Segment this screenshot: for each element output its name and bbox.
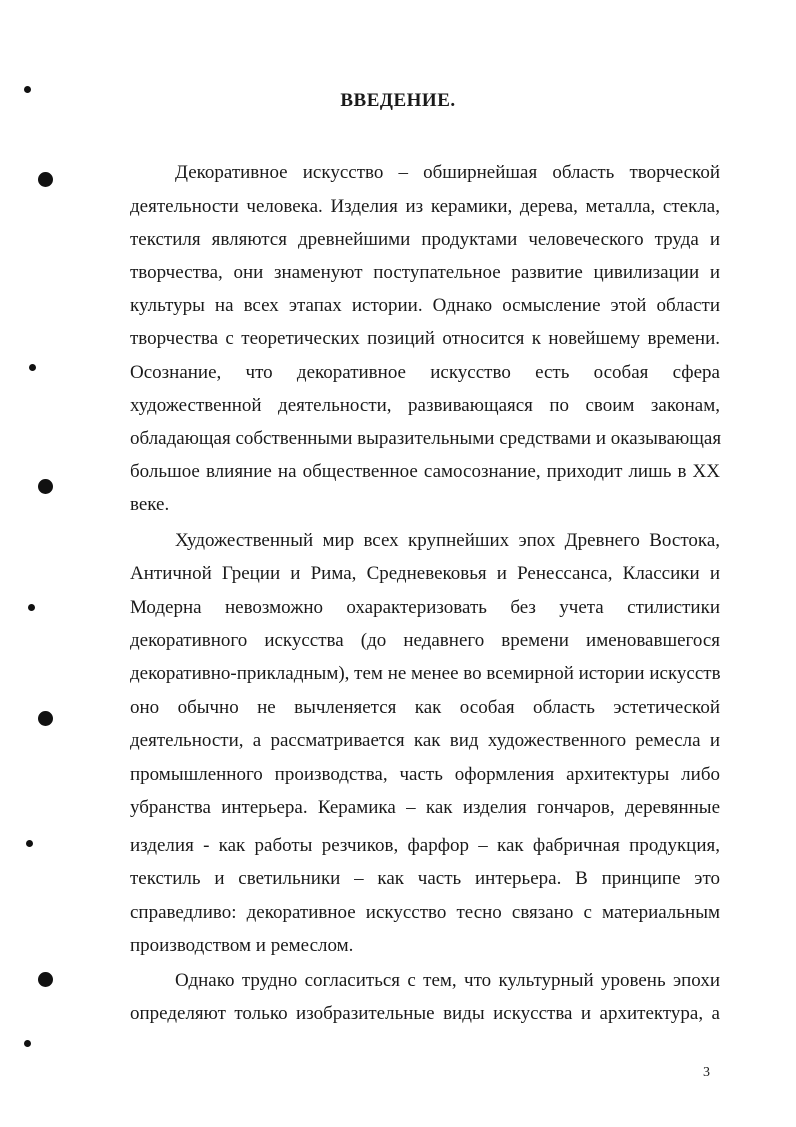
text-line: убранства интерьера. Керамика – как изделия гончаров, деревянные <box>130 797 720 818</box>
binder-hole-mark <box>26 840 33 847</box>
text-line: изделия - как работы резчиков, фарфор – как фабричная продукция, <box>130 835 720 856</box>
text-line: Античной Греции и Рима, Средневековья и Ренессанса, Классики и <box>130 563 720 584</box>
text-line: справедливо: декоративное искусство тесно связано с материальным <box>130 902 720 923</box>
text-line: декоративного искусства (до недавнего времени именовавшегося <box>130 630 720 651</box>
binder-hole-mark <box>28 604 35 611</box>
text-line: деятельности, а рассматривается как вид художественного ремесла и <box>130 730 720 751</box>
text-line: творчества с теоретических позиций относится к новейшему времени. <box>130 328 720 349</box>
binder-hole <box>38 479 53 494</box>
text-line: деятельности человека. Изделия из керамики, дерева, металла, стекла, <box>130 196 720 217</box>
binder-hole-mark <box>29 364 36 371</box>
text-line: большое влияние на общественное самосознание, приходит лишь в XX <box>130 461 720 482</box>
text-line: текстиль и светильники – как часть интерьера. В принципе это <box>130 868 720 889</box>
text-line: Однако трудно согласиться с тем, что культурный уровень эпохи <box>175 970 720 991</box>
text-line: декоративно-прикладным), тем не менее во всемирной истории искусств <box>130 663 721 684</box>
text-line: определяют только изобразительные виды искусства и архитектура, а <box>130 1003 720 1024</box>
text-line: производством и ремеслом. <box>130 935 354 956</box>
text-line: текстиля являются древнейшими продуктами человеческого труда и <box>130 229 720 250</box>
text-line: веке. <box>130 494 170 515</box>
text-line: культуры на всех этапах истории. Однако осмысление этой области <box>130 295 720 316</box>
text-line: промышленного производства, часть оформления архитектуры либо <box>130 764 720 785</box>
binder-hole <box>38 172 53 187</box>
page-number: 3 <box>703 1065 710 1080</box>
text-line: Осознание, что декоративное искусство есть особая сфера <box>130 362 720 383</box>
binder-hole <box>38 711 53 726</box>
text-line: Декоративное искусство – обширнейшая область творческой <box>175 162 720 183</box>
text-line: оно обычно не вычленяется как особая область эстетической <box>130 697 720 718</box>
text-line: творчества, они знаменуют поступательное развитие цивилизации и <box>130 262 720 283</box>
text-line: Модерна невозможно охарактеризовать без учета стилистики <box>130 597 720 618</box>
binder-hole <box>38 972 53 987</box>
text-line: Художественный мир всех крупнейших эпох Древнего Востока, <box>175 530 720 551</box>
text-line: обладающая собственными выразительными средствами и оказывающая <box>130 428 722 449</box>
page-title: ВВЕДЕНИЕ. <box>340 90 456 111</box>
text-line: художественной деятельности, развивающаяся по своим законам, <box>130 395 720 416</box>
binder-hole-mark <box>24 1040 31 1047</box>
